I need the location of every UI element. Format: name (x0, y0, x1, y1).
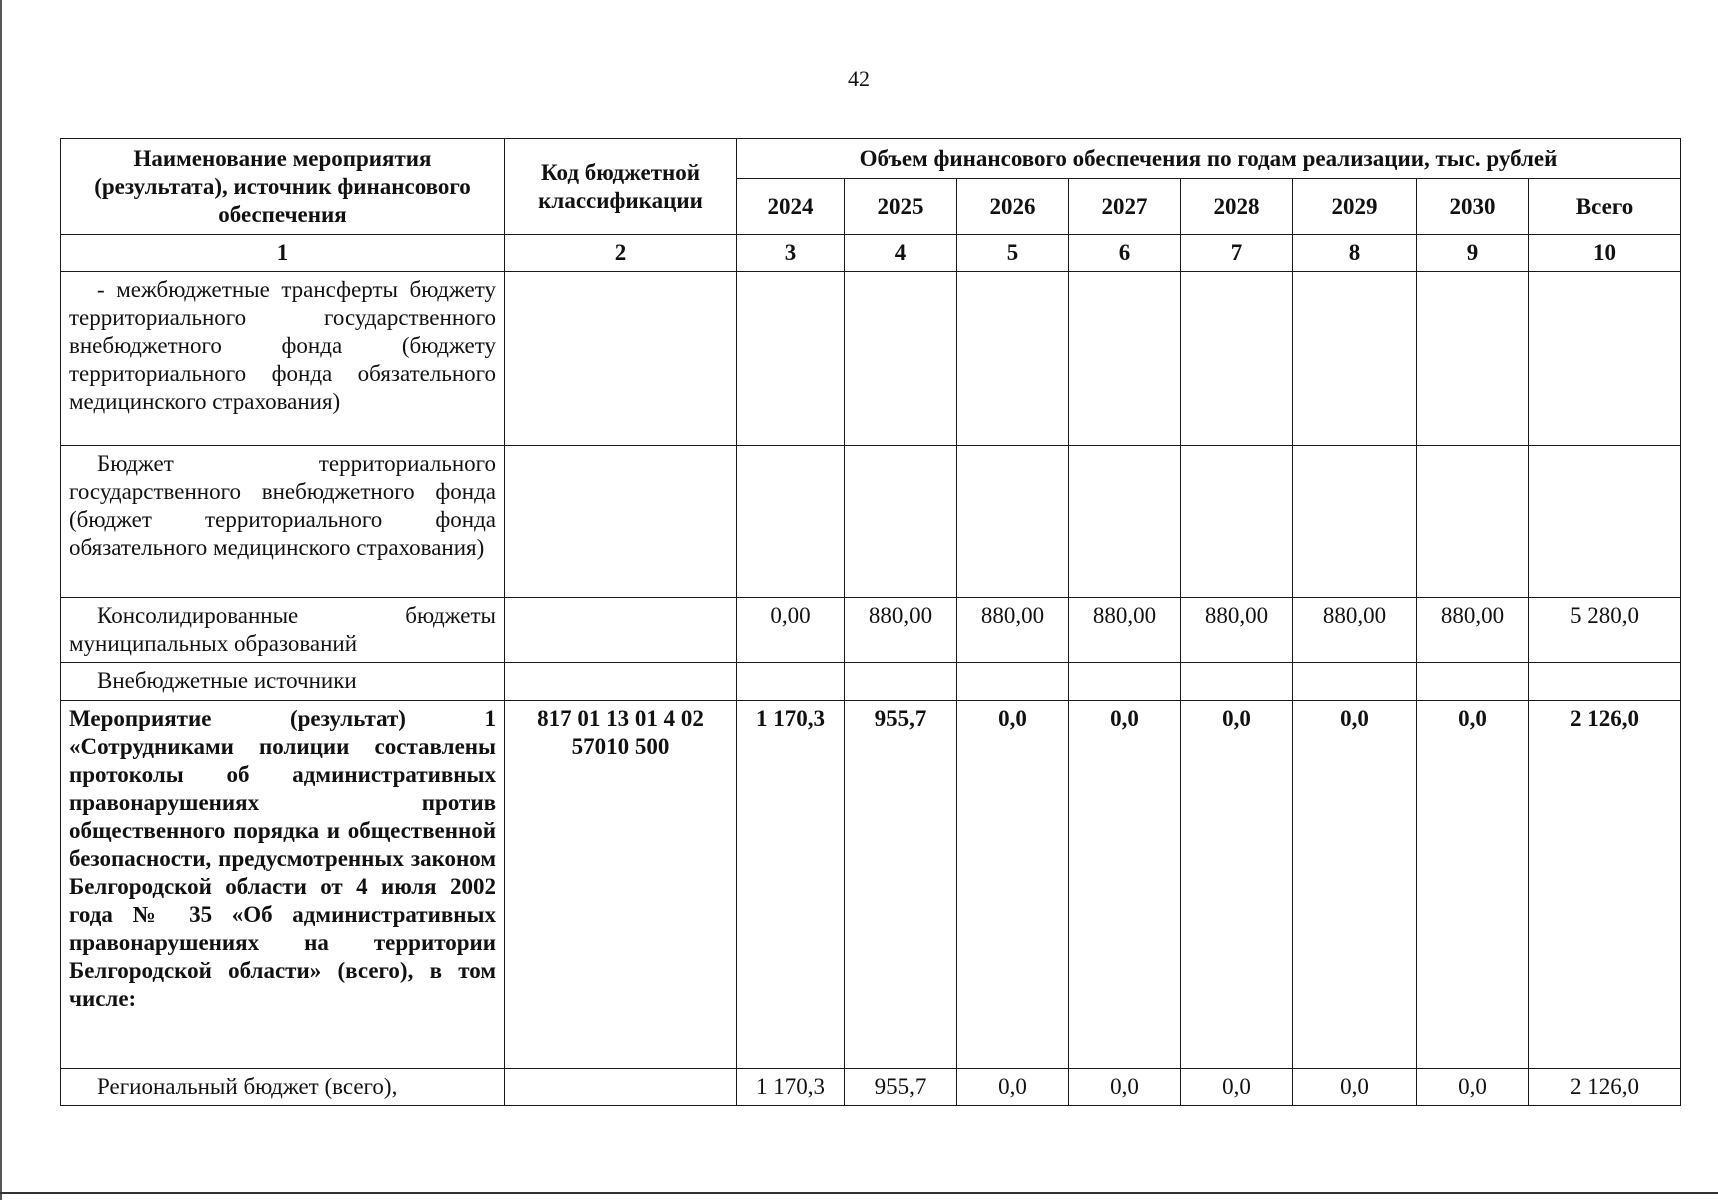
row-value-2029 (1293, 272, 1417, 446)
header-year-2025: 2025 (845, 179, 957, 235)
row-name: Внебюджетные источники (61, 663, 505, 701)
row-value-2026 (957, 663, 1069, 701)
row-value-2027: 0,0 (1069, 1069, 1181, 1106)
row-value-total (1529, 663, 1681, 701)
row-value-2030: 0,0 (1417, 701, 1529, 1069)
row-value-total: 2 126,0 (1529, 701, 1681, 1069)
row-value-2029: 880,00 (1293, 598, 1417, 663)
row-name: Бюджет территориального государственного внебюджетного фонда (бюджет территориального фонда обязательного медицинского страхования) (61, 446, 505, 598)
row-value-2025 (845, 272, 957, 446)
table-row (61, 1069, 1681, 1106)
row-value-2029 (1293, 446, 1417, 598)
header-total: Всего (1529, 179, 1681, 235)
row-value-2026 (957, 446, 1069, 598)
column-number: 3 (737, 235, 845, 272)
row-value-2029: 0,0 (1293, 701, 1417, 1069)
row-value-2030 (1417, 446, 1529, 598)
row-value-2030: 880,00 (1417, 598, 1529, 663)
financing-table (60, 138, 1681, 1106)
row-value-2024: 1 170,3 (737, 701, 845, 1069)
header-year-2027: 2027 (1069, 179, 1181, 235)
column-number: 10 (1529, 235, 1681, 272)
scan-edge-bottom (0, 1192, 1718, 1194)
row-value-2027 (1069, 663, 1181, 701)
row-code: 817 01 13 01 4 02 57010 500 (505, 701, 737, 1069)
row-value-2026: 0,0 (957, 1069, 1069, 1106)
row-value-2029 (1293, 663, 1417, 701)
row-value-2030 (1417, 663, 1529, 701)
header-funding-group: Объем финансового обеспечения по годам реализации, тыс. рублей (737, 139, 1681, 179)
row-value-total (1529, 272, 1681, 446)
row-value-2030 (1417, 272, 1529, 446)
row-value-2028: 880,00 (1181, 598, 1293, 663)
row-name: Мероприятие (результат) 1 «Сотрудниками полиции составлены протоколы об административных правонарушениях против общественного порядка и общественной безопасности, предусмотренных законом Белгородской области от 4 июля 2002 года № 35 «Об административных правонарушениях на территории Белгородской области» (всего), в том числе: (61, 701, 505, 1069)
column-number: 5 (957, 235, 1069, 272)
table-row (61, 272, 1681, 446)
column-number: 8 (1293, 235, 1417, 272)
row-value-total: 5 280,0 (1529, 598, 1681, 663)
row-value-2025: 880,00 (845, 598, 957, 663)
row-value-2029: 0,0 (1293, 1069, 1417, 1106)
table-row (61, 701, 1681, 1069)
row-code (505, 446, 737, 598)
header-year-2024: 2024 (737, 179, 845, 235)
row-value-2028: 0,0 (1181, 701, 1293, 1069)
row-value-2027: 0,0 (1069, 701, 1181, 1069)
row-name: Консолидированные бюджеты муниципальных образований (61, 598, 505, 663)
header-year-2028: 2028 (1181, 179, 1293, 235)
table-row (61, 446, 1681, 598)
row-value-total: 2 126,0 (1529, 1069, 1681, 1106)
table-row (61, 663, 1681, 701)
row-value-2024 (737, 446, 845, 598)
row-value-2027 (1069, 272, 1181, 446)
row-value-2028: 0,0 (1181, 1069, 1293, 1106)
row-value-2026: 880,00 (957, 598, 1069, 663)
row-code (505, 1069, 737, 1106)
row-value-2027: 880,00 (1069, 598, 1181, 663)
row-value-2026: 0,0 (957, 701, 1069, 1069)
row-value-2024: 1 170,3 (737, 1069, 845, 1106)
row-code (505, 663, 737, 701)
row-value-total (1529, 446, 1681, 598)
row-name: - межбюджетные трансферты бюджету территориального государственного внебюджетного фонда (бюджету территориального фонда обязательного медицинского страхования) (61, 272, 505, 446)
row-value-2026 (957, 272, 1069, 446)
row-value-2028 (1181, 272, 1293, 446)
page-number: 42 (848, 66, 870, 91)
header-year-2029: 2029 (1293, 179, 1417, 235)
row-name: Региональный бюджет (всего), (61, 1069, 505, 1106)
header-year-2026: 2026 (957, 179, 1069, 235)
header-code: Код бюджетной классификации (505, 139, 737, 235)
row-code (505, 272, 737, 446)
header-year-2030: 2030 (1417, 179, 1529, 235)
column-number: 6 (1069, 235, 1181, 272)
row-value-2030: 0,0 (1417, 1069, 1529, 1106)
row-value-2024 (737, 663, 845, 701)
row-value-2025: 955,7 (845, 1069, 957, 1106)
row-value-2024 (737, 272, 845, 446)
column-number: 4 (845, 235, 957, 272)
column-number: 7 (1181, 235, 1293, 272)
row-value-2028 (1181, 663, 1293, 701)
column-number: 9 (1417, 235, 1529, 272)
row-value-2024: 0,00 (737, 598, 845, 663)
table-row (61, 598, 1681, 663)
row-value-2025 (845, 663, 957, 701)
row-value-2025 (845, 446, 957, 598)
scan-edge-left (0, 0, 2, 1200)
row-code (505, 598, 737, 663)
row-value-2025: 955,7 (845, 701, 957, 1069)
column-number: 2 (505, 235, 737, 272)
row-value-2028 (1181, 446, 1293, 598)
row-value-2027 (1069, 446, 1181, 598)
column-number: 1 (61, 235, 505, 272)
header-name: Наименование мероприятия (результата), источник финансового обеспечения (61, 139, 505, 235)
